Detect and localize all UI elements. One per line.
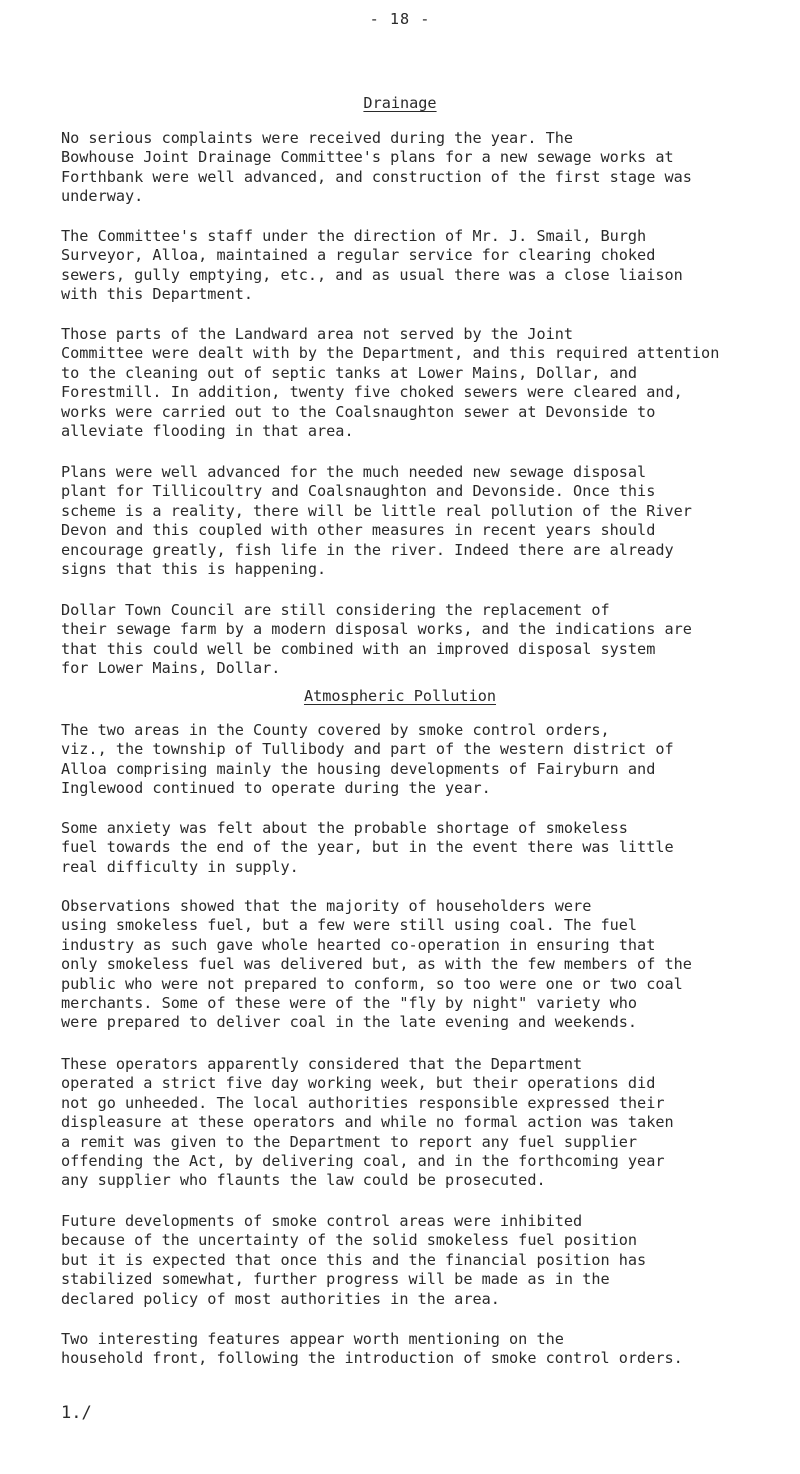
text-line: Observations showed that the majority of householders were <box>61 897 592 915</box>
paragraph <box>61 463 796 579</box>
page-number: - 18 - <box>369 10 431 28</box>
text-line: stabilized somewhat, further progress will be made as in the <box>61 1270 610 1289</box>
text-line: Forestmill. In addition, twenty five choked sewers were cleared and, <box>61 383 683 402</box>
text-line: not go unheeded. The local authorities responsible expressed their <box>61 1093 665 1112</box>
paragraph <box>61 601 796 679</box>
text-line: The two areas in the County covered by smoke control orders, <box>61 721 610 739</box>
text-line: Two interesting features appear worth mentioning on the <box>61 1330 564 1348</box>
text-line: encourage greatly, fish life in the river. Indeed there are already <box>61 540 674 559</box>
text-line: Forthbank were well advanced, and construction of the first stage was <box>61 167 692 186</box>
text-line: household front, following the introduction of smoke control orders. <box>61 1349 683 1368</box>
text-line: alleviate flooding in that area. <box>61 422 354 441</box>
text-line: to the cleaning out of septic tanks at Lower Mains, Dollar, and <box>61 363 638 382</box>
text-line: that this could well be combined with an improved disposal system <box>61 639 656 658</box>
paragraph <box>61 819 796 877</box>
section-heading-drainage: Drainage <box>363 94 437 112</box>
text-line: plant for Tillicoultry and Coalsnaughton and Devonside. Once this <box>61 482 656 501</box>
text-line: operated a strict five day working week, but their operations did <box>61 1074 656 1093</box>
paragraph <box>61 1330 796 1369</box>
text-line: Alloa comprising mainly the housing developments of Fairyburn and <box>61 759 656 778</box>
paragraph <box>61 721 796 799</box>
text-line: with this Department. <box>61 285 254 304</box>
text-line: only smokeless fuel was delivered but, as with the few members of the <box>61 955 692 974</box>
text-line: Bowhouse Joint Drainage Committee's plans for a new sewage works at <box>61 148 674 167</box>
text-line: works were carried out to the Coalsnaughton sewer at Devonside to <box>61 402 656 421</box>
paragraph <box>61 1212 796 1309</box>
text-line: No serious complaints were received during the year. The <box>61 129 574 147</box>
text-line: viz., the township of Tullibody and part of the western district of <box>61 740 674 759</box>
text-line: signs that this is happening. <box>61 560 327 579</box>
text-line: Devon and this coupled with other measures in recent years should <box>61 521 656 540</box>
text-line: Committee were dealt with by the Department, and this required attention <box>61 344 720 363</box>
text-line: using smokeless fuel, but a few were still using coal. The fuel <box>61 916 638 935</box>
continuation-mark: 1./ <box>61 1403 92 1423</box>
paragraph <box>61 897 796 1033</box>
text-line: offending the Act, by delivering coal, and in the forthcoming year <box>61 1152 665 1171</box>
paragraph <box>61 129 796 207</box>
text-line: because of the uncertainty of the solid smokeless fuel position <box>61 1231 638 1250</box>
text-line: The Committee's staff under the direction of Mr. J. Smail, Burgh <box>61 227 647 245</box>
text-line: were prepared to deliver coal in the late evening and weekends. <box>61 1013 638 1032</box>
text-line: a remit was given to the Department to report any fuel supplier <box>61 1132 638 1151</box>
text-line: scheme is a reality, there will be little real pollution of the River <box>61 501 692 520</box>
text-line: Those parts of the Landward area not served by the Joint <box>61 325 574 343</box>
section-heading-atmospheric-pollution: Atmospheric Pollution <box>303 687 497 705</box>
text-line: their sewage farm by a modern disposal works, and the indications are <box>61 620 692 639</box>
text-line: Dollar Town Council are still considering the replacement of <box>61 601 610 619</box>
text-line: real difficulty in supply. <box>61 857 299 876</box>
text-line: public who were not prepared to conform, so too were one or two coal <box>61 974 683 993</box>
paragraph <box>61 325 796 441</box>
text-line: fuel towards the end of the year, but in the event there was little <box>61 838 674 857</box>
text-line: but it is expected that once this and the financial position has <box>61 1250 647 1269</box>
text-line: declared policy of most authorities in the area. <box>61 1289 500 1308</box>
text-line: Surveyor, Alloa, maintained a regular service for clearing choked <box>61 246 656 265</box>
text-line: displeasure at these operators and while no formal action was taken <box>61 1113 674 1132</box>
text-line: Some anxiety was felt about the probable shortage of smokeless <box>61 819 628 837</box>
text-line: Inglewood continued to operate during the year. <box>61 779 491 798</box>
text-line: merchants. Some of these were of the "fly by night" variety who <box>61 994 638 1013</box>
text-line: for Lower Mains, Dollar. <box>61 659 281 678</box>
paragraph <box>61 1055 796 1191</box>
text-line: sewers, gully emptying, etc., and as usual there was a close liaison <box>61 265 683 284</box>
text-line: These operators apparently considered that the Department <box>61 1055 583 1073</box>
paragraph <box>61 227 796 305</box>
text-line: any supplier who flaunts the law could be prosecuted. <box>61 1171 546 1190</box>
text-line: underway. <box>61 187 144 206</box>
text-line: industry as such gave whole hearted co-operation in ensuring that <box>61 935 656 954</box>
text-line: Plans were well advanced for the much needed new sewage disposal <box>61 463 647 481</box>
text-line: Future developments of smoke control areas were inhibited <box>61 1212 583 1230</box>
